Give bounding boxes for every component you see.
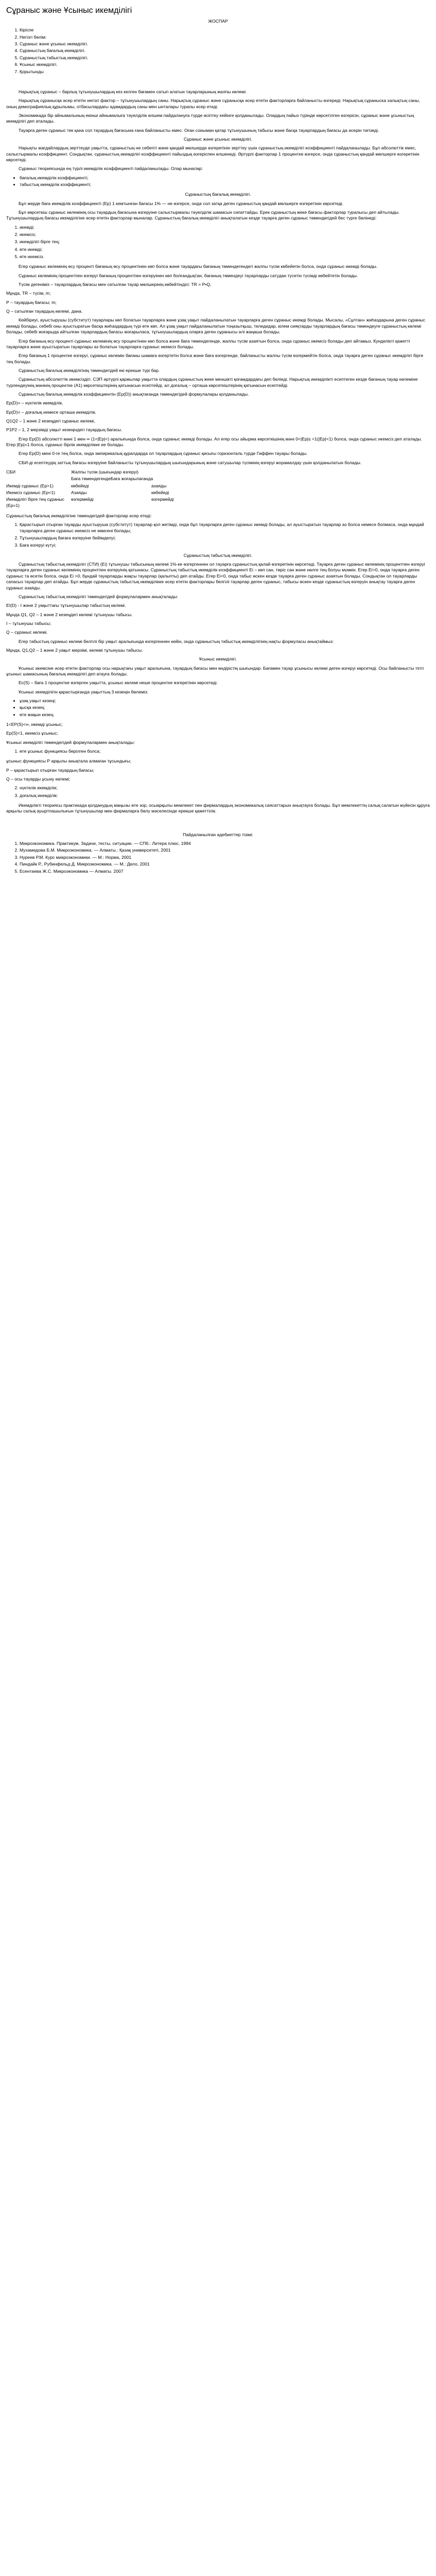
formula-line: ұсыныс функциясы Р арқылы анықтала алмаған тұсындығы; — [6, 758, 131, 764]
list-item: 1. Қарастырып отырған тауарды ауыстыруша (субститут) тауарлар қол жетімді, онда бұл тауарларға деген сұраныс икемді болады, ал ауыстыратын тауарлар аз болса немесе болмаса, онда мұндай тауарларға деген сұраныс икемсіз не көмсені болады; — [20, 522, 430, 534]
list-item: 2. икемсіз; — [20, 232, 430, 238]
table-header-row — [6, 476, 177, 482]
body-paragraph: Сұраныстың бағалық икемділігінің төмендегідей екі ерекше түрі бар. — [19, 367, 160, 373]
elasticity-table — [6, 469, 177, 509]
reference-item: 5. Есентаева Ж.С. Микроэкономика — Алматы. 2007 — [20, 869, 430, 874]
toc-item[interactable]: 3. Сұраныс және ұсыныс икемділігі. — [20, 41, 430, 47]
body-paragraph: Егер табыстың сұраныс көлемі белгілі бір уақыт аралығында өзгергеннен кейін, онда сұраныстың табыстық икемділігінің нақты формуласы анықтаймыз: — [19, 638, 334, 644]
formula-line: Q – сатылған тауардың көлемі, дана. — [6, 309, 83, 314]
intro-paragraph: Тауарға деген сұраныс тек қана сол тауардың бағасына ғана байланысты емес. Оған соныман қатар тұтынушының табысы және басқа тауарлардың бағасы да әсерін тигізеді. — [19, 127, 379, 133]
list-item: 1. икемді; — [20, 225, 430, 230]
formula-line: Ep(D)= – доғалық немесе орташа икемділік. — [6, 409, 97, 415]
toc-item[interactable]: 1. Кіріспе — [20, 27, 430, 33]
references-list — [6, 841, 430, 874]
toc-item[interactable]: 6. Ұсыныс икемділігі. — [20, 62, 430, 67]
list-item: 3. Баға өзгеруі күтуі; — [20, 543, 430, 548]
table-cell: өзгермейді — [151, 497, 174, 502]
list-item: • өте жақын кезең. — [20, 712, 430, 718]
toc-item[interactable]: 5. Сұраныстың табыстық икемділігі. — [20, 55, 430, 61]
body-paragraph: Егер Ep(D) абсолютті мәні 1 мен ∞ (1<|Ep|<) аралығында болса, онда сұраныс икемді болады. Ал егер осы айырма көрсеткішінің мәні 0<|Ep|≤ <1(|Ep|<1) болса, онда сұраныс икемсіз деп аталады. Егер |Ep|=1 болса, сұраныс бірлік икемділікке ие болады. — [6, 436, 422, 447]
body-paragraph: Ұсыныс икемділігін қарастырғанда уақыттың 3 кезеңін бөлеміз: — [19, 689, 149, 694]
section-heading: Сұраныстың табыстық икемділігі. — [183, 552, 253, 558]
table-cell: өзгермейді — [71, 497, 94, 502]
section-heading: Сұраныстың бағалық икемділігі. — [185, 192, 251, 197]
formula-line: Мұнда, TR – түсім, m; — [6, 291, 51, 296]
references-heading: Пайдаланылған әдебиеттер тізімі: — [183, 832, 253, 837]
list-item: 4. өте икемді; — [20, 247, 430, 252]
bullet-list — [6, 698, 430, 718]
table-row — [6, 489, 177, 496]
numbered-list — [6, 522, 430, 548]
body-paragraph: Егер бағаның өсу проценті сұраныс көлемінің өсу процентінен көп болса және баға төмендегенде, жалпы түсім азаятын болса, онда сұраныс икемсіз болады деп айтамыз. Кунделікті қажетті тауарларға және ауыстыратын тауарлары аз болатын тауарларға сұраныс икемсіз болады. — [6, 338, 410, 349]
body-paragraph: Ес(S) – баға 1 процентке өзгерген уақытта, ұсыныс көлемі неше процентке өзгеретінін көрсетеді. — [19, 680, 218, 686]
formula-line: Ep(D)= – нүктелік икемділік. — [6, 400, 63, 406]
table-header-cell: Жалпы түсім (шығындар өзгеруі) — [71, 469, 138, 475]
toc-item[interactable]: 4. Сұраныстың бағалық икемділігі. — [20, 48, 430, 54]
reference-item: 2. Мухамедова Б.М. Микроэкономика. — Алматы.: Қазақ университеті, 2001 — [20, 848, 430, 853]
table-cell: Икемсіз сұраныс (Ep<1) — [6, 490, 56, 496]
list-item: 2. нүктелік икемділік; — [20, 785, 430, 791]
reference-item: 4. Пиндайк Р., Рубинфельд Д. Микроэкономика. — М.: Дело, 2001 — [20, 861, 430, 867]
body-paragraph: Егер Ep(D) мені 0-ге тең болса, онда эмпирикалық құралдарда ол тауарлардың сұраныс қисығы горизонталь түрде Гиффен тауары болады. — [19, 451, 308, 456]
table-header-cell: Баға төмендегендеБаға жоғарылағанда — [71, 476, 153, 482]
formula-line: P – тауардың бағасы; m; — [6, 299, 57, 305]
body-paragraph: Егер сұраныс көлемінің өсу проценті бағаның өсу процентінен көп болса және тауардағы бағаның төмендегендегі жалпы түсім көбейетін болса, онда сұраныс икемді болады. — [19, 264, 378, 269]
list-item: 3. доғалық икемділік: — [20, 793, 430, 799]
table-cell: Икемді сұраныс (Ep>1) — [6, 483, 54, 488]
body-paragraph: Сұраныстың бағалық икемділік коэффициентін (Ер(D)) анықтағанда төмендегідей формулалары қолданылады. — [19, 391, 249, 397]
table-cell: Икемділігі бірге тең сұраныс (Ep=1) — [6, 497, 64, 508]
body-paragraph: Кейбіреуі, ауыстырушы (субститут) тауарлары көп болатын тауарларға және ұзақ уақыт пайдаланылатын тауарларға деген сұраныс икемді болады. Мысалы, «Сұлтан» жиһаздарына деген сұраныс икемді болады, себебі оны ауыстыратын басқа жиһаздардың түрі өте көп. Ал ұзақ уақыт пайдаланылатын тоңазытқыш, теледидар, кілем сияқтарды тауарлардың бағасы төмендеуге сұраныстың көлемі болады, себебі жоғарыда айтылған тауарлардың бағасы жоғарыласа, тұтынушылардың оларға деген сұранысы әлі жаңаша болады. — [6, 317, 426, 335]
intro-paragraph: Нарықтық сұраныс – барлық тұтынушылардың кез келген бағамен сатып алатын тауарларының жалпы көлемі. — [19, 89, 247, 94]
reference-item: 1. Микроэкономика. Практикум. Задачи, тесты, ситуации. — СПб.: Литера плюс, 1994 — [20, 841, 430, 846]
section-heading: Ұсыныс икемділігі. — [199, 656, 237, 662]
body-paragraph: Нарықты жағдайлардың зерттеуде уақытта, сұраныстың не себепті және қандай мөлшерде өзгеретінін зерттеу үшін сұраныстың икемділігі коэффициенті пайдаланылады. Бұл абсолюттік емес, салыстырмалы коэффициент. Сондықтан, сұраныстың икемділігі коэффициенті пайыздық өзгеріспен өлшенеді. Әртүрлі факторлар 1 процентке өзгерсе, онда сұраныстың қандай мөлшерге өзгеретінін көрсетеді. — [6, 145, 420, 162]
body-paragraph: Сұраныстың табыстық икемділігі төмендегідей формулалармен анықталады: — [19, 594, 178, 599]
table-cell: Азаяды — [71, 490, 87, 496]
body-paragraph: Сұраныс көлемінің процентпен өзгеруі бағаның процентпен өзгеруінен көп болғандықтан, бағаның төмендеуі тауарларды сатудан түсетін түсімді көбейтетін болады. — [19, 273, 358, 278]
body-paragraph: Бұл көрсеткіш сұраныс көлемінің осы тауардың бағасына өзгеруіне салыстырмалы тәуелділік шамасын сипаттайды. Ерек сұраныстың жеке бағасы факторлар туралысы деп айтылады. Тұтынушылардың бағасы икемділігіне әсер ететін факторлар мыналар. Сұраныстың бағалық икемділігі анықталатын кезде тауарға деген сұраныс төмендегідей бес түрге бөлінеді: — [6, 210, 400, 221]
formula-line: P1P2 – 1, 2 мерзімді уақыт кезеңіндегі тауардың бағасы. — [6, 427, 123, 433]
intro-paragraph: Нарықтық сұранысқа әсер ететін негізгі фактор – тұтынушылардың саны. Нарықтық сұраныс және сұранысқа әсер ететін факторларға байланысты өзгереді. Нарықтық сұраныска халықтың саны, оның демографиялық құрылымы, отбасылардағы адамдардың саны мен ынталары туралы әсер етеді. — [6, 98, 420, 109]
table-row — [6, 483, 177, 489]
formula-line: EI(D) - I және 2 уақыттағы тұтынушылар табыстың көлемі. — [6, 603, 126, 608]
list-item: 2. Тұтынушылардың бағаға өзгеруіне бейімделуі; — [20, 535, 430, 541]
table-header-row — [6, 469, 177, 476]
formula-line: Р – қарастырып отырған тауардың бағасы; — [6, 767, 95, 773]
formula-line: Мұнда Q1, Q2 – 1 және 2 кезеңдегі көлемі тұтынушы табысы. — [6, 612, 133, 617]
body-paragraph: Ұсыныс икемсіне әсер ететін факторлар осы нарықтағы уақыт аралығына, тауардың бағасы мен өндірістің шығындар. Бағамен тауар ұсынысы көлемі деген өзгеруі көрсетеді. Осы байланысты тіпті ұсыныс шамасының бағалық икемділігі деп атауға болады. — [6, 665, 424, 676]
body-paragraph: Сұраныстың табыстық икемділігі (СТИ) (Еі) тұтынушы табысының көлемі 1%-ке өзгергеннен ол тауарға сұраныстың қалай өзгеретінін көрсетеді. Тауарға деген сұраныс көлемінің процентпен өзгеруі тауарларға деген сұраныс көлемінің процентпен өзгеруінің қатынасы. Сұраныстың табыстық икемділік коэффициенті Еі – көп сан, төріс сан және нөлге тең болуы мүмкін. Егер Еі>0, онда тауарға деген сұраныс та өсетін болса, онда Еі >0, бұндай тауарларды жақсы тауарлар (қалыпты) деп атайды. Егер Еі<0, онда табыс өскен кезде тауарға деген сұраныс азаятын болады. Сондықтан ол тауарларды сапасыз тауарлар деп атайды. Бұл жерде сұраныстың табыстық икемділікке әсер ететін факторлары белгілі тауарлар деген сұраныс, табысы өскен кезде сұраныстың өзгеруін анықтау тауарға деген сұраныс азаяды. — [6, 562, 425, 590]
numbered-list — [6, 785, 430, 799]
bullet-list — [6, 175, 430, 188]
body-paragraph: Икемділікті теориясы практикада қолданудың маңызы өте зор, осыарқылы мемлекет пен фирмалардың экономикалық саясаттарын анықтауға болады. Бұл мемлекеттің салық салатын жүйесін құруға арқылы салық ауыртпашылығын тұтынушылар мен фирмаларға бөлу мәселесінде ерекше қажеттілік. — [6, 803, 430, 814]
list-item: • ұзақ уақыт кезеңі; — [20, 698, 430, 704]
formula-line: I – тұтынушы табысы; — [6, 620, 51, 626]
list-item: • табыстық икемділік коэффициенті; — [20, 182, 430, 188]
formula-line: Мұнда, Q1,Q2 – 1 және 2 уақыт мерзімі, көлемі тұтынушы табысы. — [6, 647, 143, 653]
list-item: 5. өте икемсіз. — [20, 254, 430, 260]
formula-line: 1<ЕР(S)<∞, икемді ұсыныс; — [6, 722, 63, 727]
table-cell: азаяды — [151, 483, 167, 488]
list-item: 1. өте ұсыныс функциясы берілген болса; — [20, 749, 430, 754]
body-paragraph: Сұраныстың абсолюттік икемсіздігі. СЭП әртүрлі қаржылар уақытта олардың сұраныстың жеке меншікті қоғамдардағы деп беліеді. Нарықтық икемділікті есептеген кезде бағаның тауар көлеміне түрлендеуінің мәнінің процентке (А1) көрсеткіштерінің қатынасын есептейді, ал доғалық – орташа көрсеткіштерінің қатынасын есептейді. — [6, 377, 418, 388]
table-row — [6, 496, 177, 509]
body-paragraph: Сұраныс теориясында ең түрлі икемділік коэффициенті пайдаланылады. Олар мыналар: — [19, 166, 203, 172]
formula-line: Q – сұраныс көлемі. — [6, 630, 48, 635]
table-of-contents — [6, 27, 430, 74]
formula-line: Ep(S)<1, икемсіз ұсыныс; — [6, 731, 58, 736]
toc-item[interactable]: 2. Негізгі бөлім: — [20, 35, 430, 40]
body-paragraph: Сұраныстың бағалық икемділігіне төмендегідей факторлар әсер етеді: — [6, 513, 152, 519]
reference-item: 3. Нуреев Р.М. Курс микроэкономики. — М.: Норма, 2001 — [20, 855, 430, 860]
body-paragraph: Ұсыныс икемділігі төмендегідей формулалармен анықталады: — [6, 739, 135, 745]
section-heading: Сұраныс және ұсыныс икемділігі. — [183, 136, 253, 142]
formula-line: Q – осы тауарды ұсыну көлемі; — [6, 776, 71, 782]
numbered-list — [6, 225, 430, 260]
table-header-cell — [6, 476, 71, 482]
body-paragraph: Түсім дегеніміз – тауарлардың бағасы мен сатылған тауар мөлшерінің көбейтіндісі: TR = P•Q, — [19, 282, 212, 287]
contents-heading: ЖОСПАР — [208, 19, 228, 24]
list-item: 3. икемділігі бірге тең; — [20, 239, 430, 245]
body-paragraph: СБИ-ді есептеудің заттық бағасы өзгеруіне байланысты тұтынушылардың шығындарының және сатушылар түсімінің өзгеруі жорамалдау үшін қолданылатын болады. — [19, 460, 362, 465]
numbered-list — [6, 749, 430, 754]
body-paragraph: Егер бағаның 1 процентке өзгеруі, сұраныс көлемін бағаны шамаға өзгертетін болса және баға өзгергенде, байланысты жалпы түсім өзгермейтін болса, онда тауарға деген сұраныс икемділігі бірге тең болады. — [6, 353, 424, 364]
table-header-cell: СБИ — [6, 469, 16, 475]
intro-paragraph: Экономикада бір айнымалының екінші айнымалыға тәуелділік өлшем пайдалануға түрде өсіптеу кейінге қолданылады. Олардың пайыз түрінде көрсетілген өзгерісін, сұраныс және ұсыныстың икемділігі деп аталады. — [6, 112, 414, 124]
list-item: • қысқа кезең; — [20, 705, 430, 710]
document-title: Сұраныс және Ұсыныс икемділігі — [6, 6, 132, 15]
toc-item[interactable]: 7. Қорытынды — [20, 69, 430, 75]
formula-line: Q1Q2 – 1 және 2 кезеңдегі сұраныс көлемі, — [6, 418, 95, 423]
table-cell: көбейеді — [71, 483, 89, 488]
table-cell: көбейеді — [151, 490, 169, 496]
body-paragraph: Бұл жерде баға икемділік коэффициенті (Ер) 1 кемтынған бағасы 1% — не өзгерсе, онда сол затқа деген сұраныстың қандай мөлшерге өзгеретінін көрсетеді. — [19, 200, 344, 206]
list-item: • бағалық икемділік коэффициенті; — [20, 175, 430, 181]
